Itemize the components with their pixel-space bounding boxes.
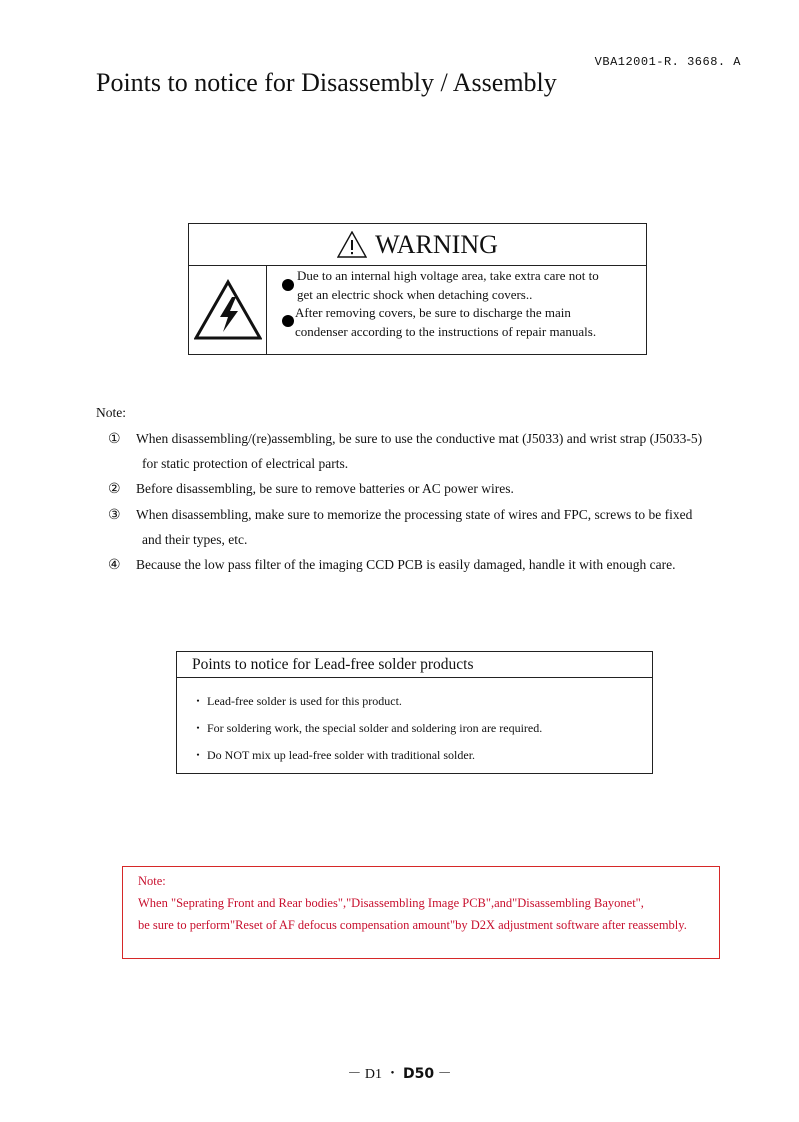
warning-line: After removing covers, be sure to discharge the main	[295, 305, 571, 320]
warning-icon-cell	[189, 265, 267, 354]
note-number: ④	[108, 558, 121, 573]
note-item	[108, 557, 676, 574]
red-note-line: be sure to perform"Reset of AF defocus compensation amount"by D2X adjustment software after reassembly.	[138, 918, 687, 932]
note-label: Note:	[96, 405, 126, 420]
red-note-line: When "Seprating Front and Rear bodies","Disassembling Image PCB",and"Disassembling Bayonet",	[138, 896, 644, 910]
note-item	[108, 481, 514, 498]
high-voltage-icon	[194, 279, 262, 341]
warning-body	[267, 265, 646, 354]
page-footer	[0, 1063, 799, 1083]
leadfree-item: ・ For soldering work, the special solder and soldering iron are required.	[192, 721, 543, 735]
footer-suffix: －	[437, 1067, 452, 1082]
red-note-label: Note:	[138, 874, 166, 888]
warning-line: get an electric shock when detaching covers..	[297, 287, 533, 302]
leadfree-title: Points to notice for Lead-free solder products	[177, 652, 652, 678]
page-title: Points to notice for Disassembly / Assembly	[96, 68, 557, 97]
footer-prefix: － D1 ・	[347, 1067, 400, 1082]
leadfree-item: ・ Do NOT mix up lead-free solder with traditional solder.	[192, 748, 476, 762]
note-item	[108, 507, 692, 524]
note-text: When disassembling/(re)assembling, be sure to use the conductive mat (J5033) and wrist strap (J5033-5)	[136, 431, 703, 446]
warning-line: Due to an internal high voltage area, take extra care not to	[297, 268, 599, 283]
red-note-box	[122, 866, 720, 959]
note-number: ②	[108, 482, 121, 497]
warning-box	[188, 223, 647, 355]
bullet-icon	[282, 279, 294, 291]
bullet-icon	[282, 315, 294, 327]
warning-header	[189, 224, 646, 266]
leadfree-box	[176, 651, 653, 774]
note-item	[108, 431, 702, 448]
footer-model: D50	[403, 1066, 435, 1082]
note-text: Because the low pass filter of the imaging CCD PCB is easily damaged, handle it with enough care.	[136, 557, 676, 572]
warning-line: condenser according to the instructions of repair manuals.	[295, 324, 597, 339]
note-number: ③	[108, 508, 121, 523]
note-text: When disassembling, make sure to memorize the processing state of wires and FPC, screws to be fixed	[136, 507, 693, 522]
warning-triangle-icon	[337, 231, 367, 258]
note-text: Before disassembling, be sure to remove batteries or AC power wires.	[136, 481, 514, 496]
note-continuation: and their types, etc.	[142, 532, 248, 547]
leadfree-item: ・ Lead-free solder is used for this product.	[192, 694, 402, 708]
document-id: VBA12001-R. 3668. A	[594, 55, 741, 69]
note-continuation: for static protection of electrical parts.	[142, 456, 349, 471]
note-number: ①	[108, 432, 121, 447]
warning-title: WARNING	[375, 229, 498, 259]
